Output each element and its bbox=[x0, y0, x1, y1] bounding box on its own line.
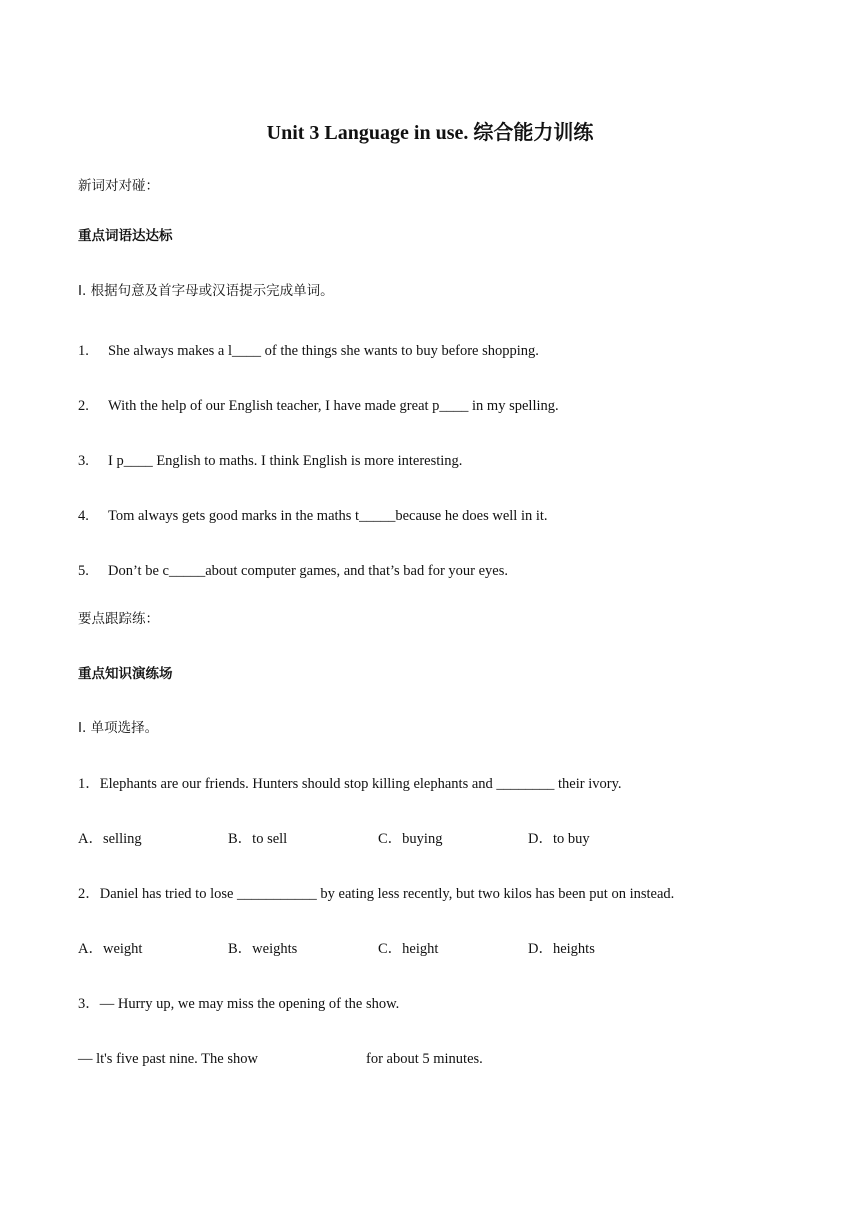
q1-option-d: D．to buy bbox=[528, 831, 590, 847]
heading-vocab: 重点词语达达标 bbox=[78, 228, 173, 244]
vocab-item-2 bbox=[78, 396, 559, 416]
q1-option-b: B．to sell bbox=[228, 831, 288, 847]
section-key-points: 要点跟踪练： bbox=[78, 611, 159, 627]
heading-knowledge: 重点知识演练场 bbox=[78, 666, 173, 682]
item-number: 2. bbox=[78, 398, 89, 414]
q2-option-d: D．heights bbox=[528, 941, 595, 957]
item-text: I p____ English to maths. I think English is more interesting. bbox=[108, 453, 463, 469]
vocab-item-1 bbox=[78, 341, 539, 361]
vocab-item-5 bbox=[78, 561, 508, 581]
item-number: 4. bbox=[78, 508, 89, 524]
item-text: Don’t be c_____about computer games, and that’s bad for your eyes. bbox=[108, 563, 508, 579]
q1-option-a: A．selling bbox=[78, 831, 142, 847]
page-title: Unit 3 Language in use. 综合能力训练 bbox=[266, 122, 594, 144]
q2-option-c: C．height bbox=[378, 941, 439, 957]
item-text: Tom always gets good marks in the maths t_____because he does well in it. bbox=[108, 508, 548, 524]
q3-response-part-b: for about 5 minutes. bbox=[366, 1051, 483, 1067]
item-number: 5. bbox=[78, 563, 89, 579]
q3-response-part-a: — lt's five past nine. The show bbox=[78, 1051, 258, 1067]
vocab-item-3 bbox=[78, 451, 462, 471]
section-new-words: 新词对对碰： bbox=[78, 178, 159, 194]
question-2-stem: 2．Daniel has tried to lose ___________ by eating less recently, but two kilos has been put on instead. bbox=[78, 886, 675, 902]
q2-option-b: B．weights bbox=[228, 941, 298, 957]
part1-instruction: I. 根据句意及首字母或汉语提示完成单词。 bbox=[78, 283, 334, 299]
q1-option-c: C．buying bbox=[378, 831, 443, 847]
part2-instruction: I. 单项选择。 bbox=[78, 720, 159, 736]
item-text: With the help of our English teacher, I have made great p____ in my spelling. bbox=[108, 398, 559, 414]
vocab-item-4 bbox=[78, 506, 548, 526]
item-number: 1. bbox=[78, 343, 89, 359]
question-1-stem: 1．Elephants are our friends. Hunters should stop killing elephants and ________ their ivory. bbox=[78, 776, 622, 792]
item-text: She always makes a l____ of the things she wants to buy before shopping. bbox=[108, 343, 539, 359]
item-number: 3. bbox=[78, 453, 89, 469]
q2-option-a: A．weight bbox=[78, 941, 143, 957]
question-3-stem: 3．— Hurry up, we may miss the opening of the show. bbox=[78, 996, 400, 1012]
